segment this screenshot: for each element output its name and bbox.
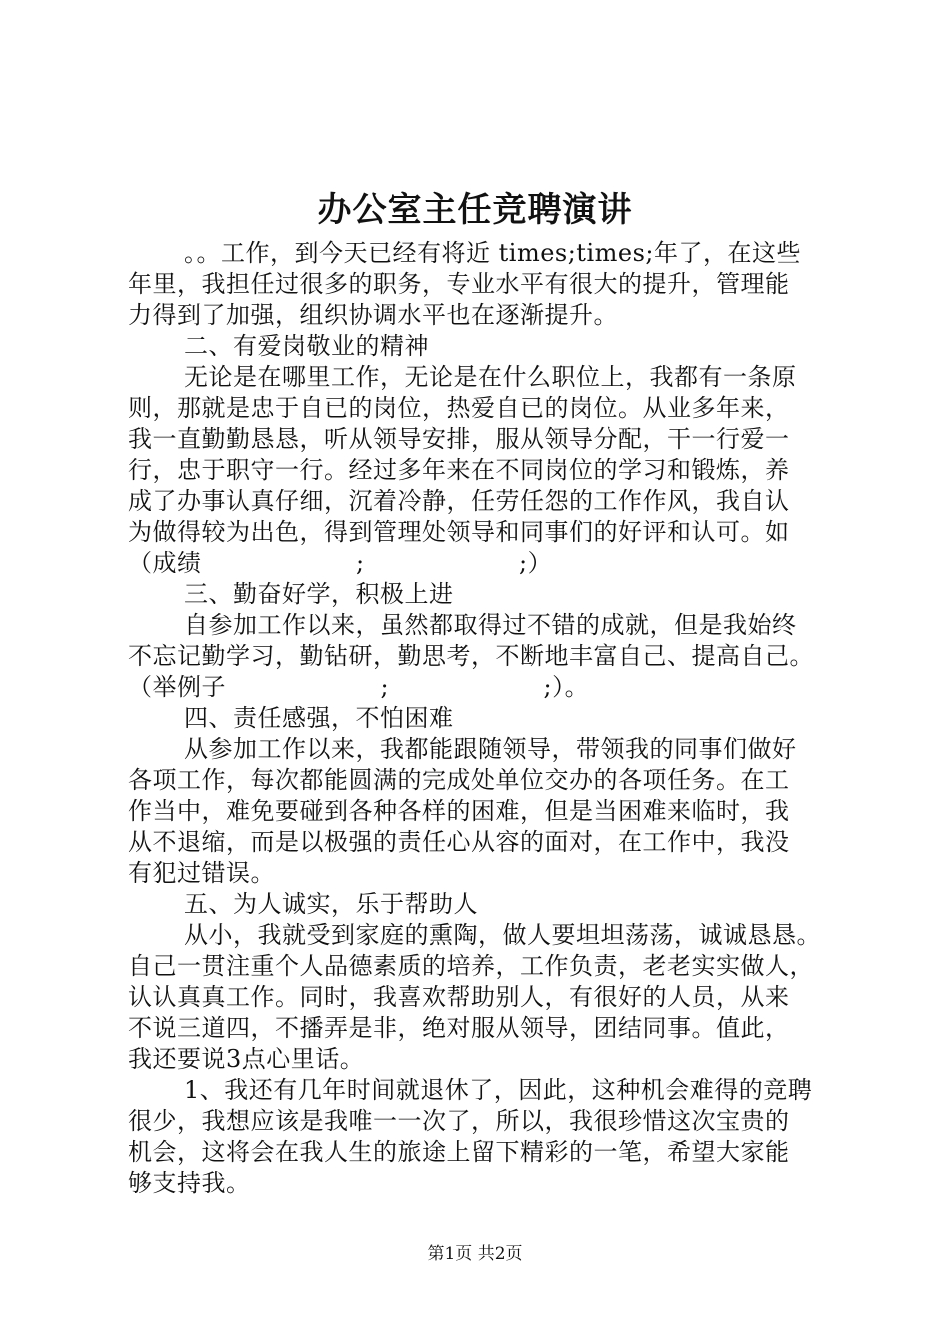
section-heading: 三、勤奋好学，积极上进 [184, 580, 454, 608]
text-line: 作当中，难免要碰到各种各样的困难，但是当困难来临时，我 [128, 797, 790, 825]
text-line: 自己一贯注重个人品德素质的培养，工作负责，老老实实做人， [128, 952, 814, 980]
section-heading: 四、责任感强，不怕困难 [184, 704, 454, 732]
text-line: 则，那就是忠于自已的岗位，热爱自已的岗位。从业多年来， [128, 394, 790, 422]
text-line: 行，忠于职守一行。经过多年来在不同岗位的学习和锻炼，养 [128, 456, 790, 484]
text-line: 我还要说3点心里话。 [128, 1045, 365, 1073]
page-number-footer: 第1页 共2页 [427, 1244, 523, 1264]
text-line: 机会，这将会在我人生的旅途上留下精彩的一笔，希望大家能 [128, 1138, 790, 1166]
text-line: 我一直勤勤恳恳，听从领导安排，服从领导分配，干一行爱一 [128, 425, 790, 453]
section-heading: 二、有爱岗敬业的精神 [184, 332, 429, 360]
document-body [128, 238, 838, 1199]
text-line: （举例子 ; ;）。 [128, 673, 590, 701]
text-line: 从参加工作以来，我都能跟随领导，带领我的同事们做好 [184, 735, 797, 763]
text-line: 1、我还有几年时间就退休了，因此，这种机会难得的竞聘 [184, 1076, 813, 1104]
text-line: 够支持我。 [128, 1169, 251, 1197]
text-line: 为做得较为出色，得到管理处领导和同事们的好评和认可。如 [128, 518, 790, 546]
section-heading: 五、为人诚实，乐于帮助人 [184, 890, 478, 918]
text-line: 自参加工作以来，虽然都取得过不错的成就，但是我始终 [184, 611, 797, 639]
document-title: 办公室主任竞聘演讲 [317, 190, 633, 230]
text-line: 不说三道四，不播弄是非，绝对服从领导，团结同事。值此， [128, 1014, 790, 1042]
text-line: 成了办事认真仔细，沉着冷静，任劳任怨的工作作风，我自认 [128, 487, 790, 515]
text-line: 年里，我担任过很多的职务，专业水平有很大的提升，管理能 [128, 270, 790, 298]
text-line: 有犯过错误。 [128, 859, 275, 887]
text-line: 。。工作，到今天已经有将近 times;times;年了，在这些 [184, 239, 801, 267]
text-line: 从小，我就受到家庭的熏陶，做人要坦坦荡荡，诚诚恳恳。 [184, 921, 821, 949]
text-line: 不忘记勤学习，勤钻研，勤思考，不断地丰富自己、提高自己。 [128, 642, 814, 670]
text-line: 从不退缩，而是以极强的责任心从容的面对，在工作中，我没 [128, 828, 790, 856]
text-line: 很少，我想应该是我唯一一次了，所以，我很珍惜这次宝贵的 [128, 1107, 790, 1135]
text-line: （成绩 ; ;） [128, 549, 553, 577]
text-line: 无论是在哪里工作，无论是在什么职位上，我都有一条原 [184, 363, 797, 391]
text-line: 认认真真工作。同时，我喜欢帮助别人，有很好的人员，从来 [128, 983, 790, 1011]
text-line: 各项工作，每次都能圆满的完成处单位交办的各项任务。在工 [128, 766, 790, 794]
text-line: 力得到了加强，组织协调水平也在逐渐提升。 [128, 301, 618, 329]
